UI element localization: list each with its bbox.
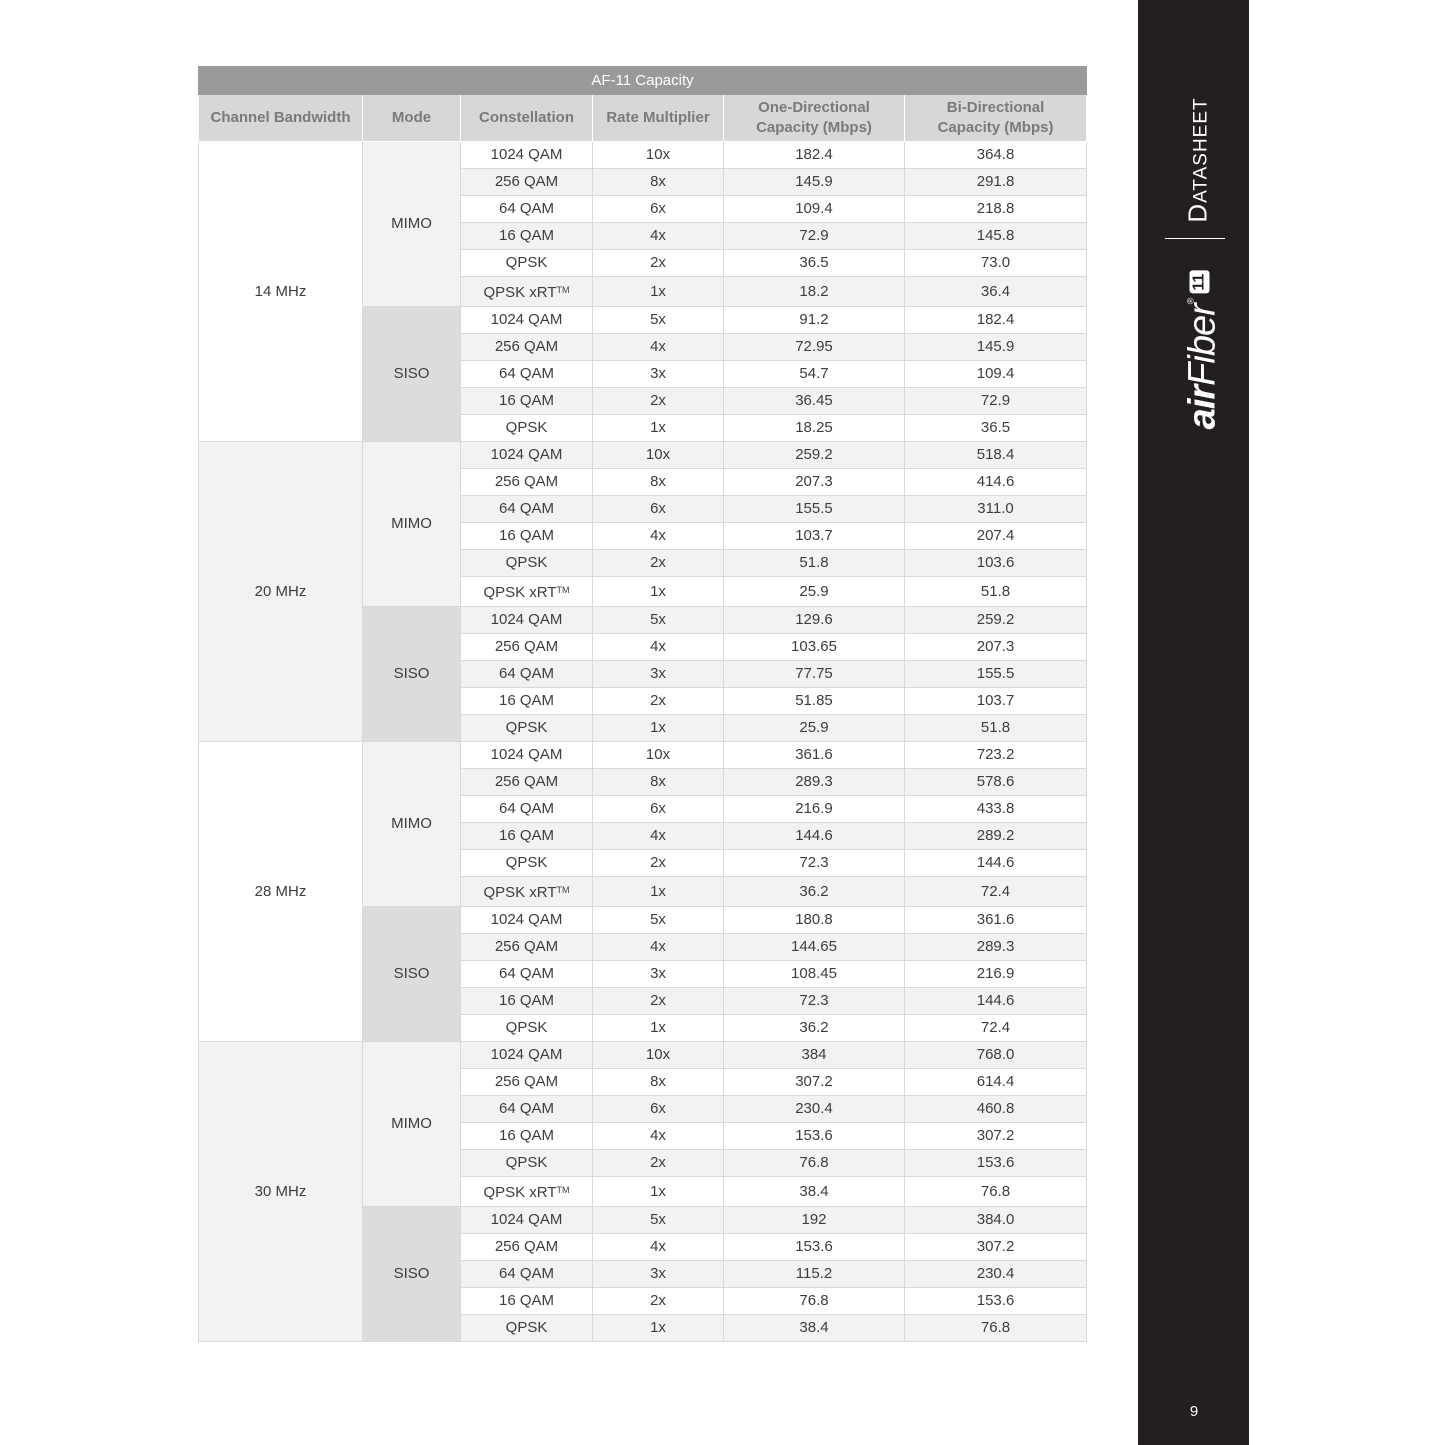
mode-cell: SISO (363, 307, 461, 442)
constellation-text: 1024 QAM (490, 311, 563, 328)
bi-directional-cell: 207.4 (905, 523, 1087, 550)
one-directional-cell: 38.4 (724, 1177, 905, 1207)
trademark-mark: TM (556, 285, 570, 295)
constellation-cell (461, 334, 593, 361)
constellation-cell (461, 688, 593, 715)
one-directional-cell: 155.5 (724, 496, 905, 523)
rate-multiplier-cell: 5x (593, 307, 724, 334)
header-bi-directional (905, 95, 1087, 142)
header-constellation: Constellation (461, 95, 593, 142)
trademark-mark: TM (556, 1185, 570, 1195)
one-directional-cell: 54.7 (724, 361, 905, 388)
constellation-text: 1024 QAM (490, 746, 563, 763)
header-one-directional (724, 95, 905, 142)
datasheet-label-rest: ATASHEET (1190, 97, 1212, 203)
constellation-cell (461, 142, 593, 169)
constellation-cell (461, 577, 593, 607)
bi-directional-cell: 76.8 (905, 1315, 1087, 1342)
constellation-text: 64 QAM (498, 800, 555, 817)
mode-cell: MIMO (363, 142, 461, 307)
constellation-text: 256 QAM (494, 773, 559, 790)
one-directional-cell: 115.2 (724, 1261, 905, 1288)
capacity-table (198, 66, 1087, 1342)
rate-multiplier-cell: 3x (593, 961, 724, 988)
logo-registered-mark: ® (1185, 297, 1196, 305)
table-body (199, 142, 1087, 1342)
rate-multiplier-cell: 1x (593, 277, 724, 307)
rate-multiplier-cell: 4x (593, 523, 724, 550)
one-directional-cell: 36.2 (724, 877, 905, 907)
constellation-cell (461, 1177, 593, 1207)
bi-directional-cell: 145.9 (905, 334, 1087, 361)
constellation-cell (461, 277, 593, 307)
one-directional-cell: 91.2 (724, 307, 905, 334)
bi-directional-cell: 307.2 (905, 1234, 1087, 1261)
rate-multiplier-cell: 4x (593, 823, 724, 850)
constellation-cell (461, 877, 593, 907)
constellation-text: 16 QAM (498, 692, 555, 709)
channel-bandwidth-cell: 28 MHz (199, 742, 363, 1042)
logo-model-badge: 11 (1190, 271, 1210, 294)
channel-bandwidth-cell: 30 MHz (199, 1042, 363, 1342)
constellation-cell (461, 1069, 593, 1096)
rate-multiplier-cell: 2x (593, 388, 724, 415)
bi-directional-cell: 364.8 (905, 142, 1087, 169)
one-directional-cell: 51.8 (724, 550, 905, 577)
rate-multiplier-cell: 8x (593, 769, 724, 796)
bi-directional-cell: 153.6 (905, 1288, 1087, 1315)
constellation-cell (461, 850, 593, 877)
constellation-text: 1024 QAM (490, 146, 563, 163)
rate-multiplier-cell: 2x (593, 250, 724, 277)
constellation-text: 1024 QAM (490, 1211, 563, 1228)
constellation-cell (461, 1096, 593, 1123)
bi-directional-cell: 72.9 (905, 388, 1087, 415)
bi-directional-cell: 155.5 (905, 661, 1087, 688)
constellation-cell (461, 769, 593, 796)
one-directional-cell: 103.7 (724, 523, 905, 550)
header-one-directional-line1: One-Directional (758, 99, 870, 116)
one-directional-cell: 153.6 (724, 1234, 905, 1261)
bi-directional-cell: 460.8 (905, 1096, 1087, 1123)
constellation-text: 16 QAM (498, 527, 555, 544)
one-directional-cell: 216.9 (724, 796, 905, 823)
one-directional-cell: 76.8 (724, 1150, 905, 1177)
constellation-text: 64 QAM (498, 500, 555, 517)
constellation-text: 256 QAM (494, 473, 559, 490)
page-number: 9 (1189, 1403, 1199, 1420)
table-title: AF-11 Capacity (199, 67, 1087, 95)
rate-multiplier-cell: 8x (593, 469, 724, 496)
rate-multiplier-cell: 3x (593, 1261, 724, 1288)
constellation-text: QPSK xRT (483, 1184, 557, 1201)
constellation-cell (461, 961, 593, 988)
one-directional-cell: 230.4 (724, 1096, 905, 1123)
rate-multiplier-cell: 3x (593, 361, 724, 388)
mode-cell: MIMO (363, 1042, 461, 1207)
constellation-text: QPSK xRT (483, 284, 557, 301)
logo-air: air (1181, 385, 1224, 430)
constellation-cell (461, 661, 593, 688)
rate-multiplier-cell: 2x (593, 1150, 724, 1177)
mode-cell: SISO (363, 1207, 461, 1342)
constellation-text: 16 QAM (498, 227, 555, 244)
one-directional-cell: 207.3 (724, 469, 905, 496)
one-directional-cell: 36.5 (724, 250, 905, 277)
constellation-text: 1024 QAM (490, 1046, 563, 1063)
header-one-directional-line2: Capacity (Mbps) (756, 119, 872, 136)
constellation-text: 16 QAM (498, 827, 555, 844)
bi-directional-cell: 103.6 (905, 550, 1087, 577)
bi-directional-cell: 145.8 (905, 223, 1087, 250)
constellation-cell (461, 1015, 593, 1042)
rate-multiplier-cell: 4x (593, 1123, 724, 1150)
constellation-cell (461, 307, 593, 334)
mode-cell: MIMO (363, 742, 461, 907)
one-directional-cell: 144.6 (724, 823, 905, 850)
constellation-text: 256 QAM (494, 1238, 559, 1255)
rate-multiplier-cell: 1x (593, 1177, 724, 1207)
constellation-text: 16 QAM (498, 1127, 555, 1144)
constellation-cell (461, 361, 593, 388)
mode-cell: MIMO (363, 442, 461, 607)
constellation-cell (461, 634, 593, 661)
rate-multiplier-cell: 1x (593, 1015, 724, 1042)
constellation-cell (461, 607, 593, 634)
bi-directional-cell: 259.2 (905, 607, 1087, 634)
constellation-text: 1024 QAM (490, 911, 563, 928)
constellation-text: QPSK (505, 254, 548, 271)
bi-directional-cell: 218.8 (905, 196, 1087, 223)
constellation-text: 64 QAM (498, 1265, 555, 1282)
logo-fiber: Fiber (1181, 304, 1224, 386)
rate-multiplier-cell: 10x (593, 1042, 724, 1069)
one-directional-cell: 182.4 (724, 142, 905, 169)
constellation-cell (461, 550, 593, 577)
sidebar-divider (1165, 238, 1225, 239)
bi-directional-cell: 311.0 (905, 496, 1087, 523)
one-directional-cell: 51.85 (724, 688, 905, 715)
bi-directional-cell: 72.4 (905, 877, 1087, 907)
constellation-cell (461, 1234, 593, 1261)
rate-multiplier-cell: 3x (593, 661, 724, 688)
rate-multiplier-cell: 2x (593, 688, 724, 715)
constellation-cell (461, 523, 593, 550)
channel-bandwidth-cell: 14 MHz (199, 142, 363, 442)
rate-multiplier-cell: 1x (593, 715, 724, 742)
rate-multiplier-cell: 5x (593, 607, 724, 634)
rate-multiplier-cell: 4x (593, 934, 724, 961)
one-directional-cell: 77.75 (724, 661, 905, 688)
constellation-text: 64 QAM (498, 965, 555, 982)
constellation-cell (461, 1042, 593, 1069)
rate-multiplier-cell: 1x (593, 415, 724, 442)
bi-directional-cell: 144.6 (905, 850, 1087, 877)
constellation-text: QPSK (505, 554, 548, 571)
one-directional-cell: 18.25 (724, 415, 905, 442)
one-directional-cell: 38.4 (724, 1315, 905, 1342)
bi-directional-cell: 153.6 (905, 1150, 1087, 1177)
one-directional-cell: 180.8 (724, 907, 905, 934)
bi-directional-cell: 36.5 (905, 415, 1087, 442)
constellation-cell (461, 196, 593, 223)
rate-multiplier-cell: 1x (593, 877, 724, 907)
one-directional-cell: 153.6 (724, 1123, 905, 1150)
header-bi-directional-line1: Bi-Directional (946, 99, 1045, 116)
constellation-text: QPSK (505, 1019, 548, 1036)
constellation-cell (461, 496, 593, 523)
one-directional-cell: 25.9 (724, 577, 905, 607)
rate-multiplier-cell: 4x (593, 334, 724, 361)
constellation-text: 64 QAM (498, 200, 555, 217)
one-directional-cell: 36.2 (724, 1015, 905, 1042)
one-directional-cell: 76.8 (724, 1288, 905, 1315)
constellation-text: 16 QAM (498, 992, 555, 1009)
constellation-text: 256 QAM (494, 338, 559, 355)
one-directional-cell: 108.45 (724, 961, 905, 988)
constellation-text: 1024 QAM (490, 446, 563, 463)
bi-directional-cell: 414.6 (905, 469, 1087, 496)
bi-directional-cell: 518.4 (905, 442, 1087, 469)
bi-directional-cell: 36.4 (905, 277, 1087, 307)
constellation-text: QPSK (505, 854, 548, 871)
bi-directional-cell: 614.4 (905, 1069, 1087, 1096)
table-row (199, 1042, 1087, 1069)
one-directional-cell: 109.4 (724, 196, 905, 223)
constellation-cell (461, 1261, 593, 1288)
bi-directional-cell: 384.0 (905, 1207, 1087, 1234)
constellation-text: 64 QAM (498, 365, 555, 382)
rate-multiplier-cell: 8x (593, 169, 724, 196)
one-directional-cell: 144.65 (724, 934, 905, 961)
rate-multiplier-cell: 10x (593, 742, 724, 769)
rate-multiplier-cell: 6x (593, 796, 724, 823)
channel-bandwidth-cell: 20 MHz (199, 442, 363, 742)
constellation-cell (461, 388, 593, 415)
constellation-text: 256 QAM (494, 173, 559, 190)
bi-directional-cell: 51.8 (905, 715, 1087, 742)
one-directional-cell: 289.3 (724, 769, 905, 796)
bi-directional-cell: 289.2 (905, 823, 1087, 850)
rate-multiplier-cell: 4x (593, 1234, 724, 1261)
table-row (199, 442, 1087, 469)
bi-directional-cell: 109.4 (905, 361, 1087, 388)
rate-multiplier-cell: 8x (593, 1069, 724, 1096)
rate-multiplier-cell: 2x (593, 988, 724, 1015)
constellation-text: 256 QAM (494, 1073, 559, 1090)
bi-directional-cell: 51.8 (905, 577, 1087, 607)
bi-directional-cell: 768.0 (905, 1042, 1087, 1069)
table-row (199, 742, 1087, 769)
constellation-cell (461, 1207, 593, 1234)
airfiber-logo (1182, 271, 1225, 430)
constellation-text: QPSK (505, 1319, 548, 1336)
bi-directional-cell: 723.2 (905, 742, 1087, 769)
rate-multiplier-cell: 2x (593, 550, 724, 577)
one-directional-cell: 103.65 (724, 634, 905, 661)
rate-multiplier-cell: 4x (593, 223, 724, 250)
bi-directional-cell: 361.6 (905, 907, 1087, 934)
one-directional-cell: 36.45 (724, 388, 905, 415)
constellation-text: 16 QAM (498, 392, 555, 409)
one-directional-cell: 259.2 (724, 442, 905, 469)
constellation-text: 64 QAM (498, 1100, 555, 1117)
bi-directional-cell: 182.4 (905, 307, 1087, 334)
one-directional-cell: 72.3 (724, 988, 905, 1015)
constellation-text: QPSK (505, 719, 548, 736)
constellation-text: 64 QAM (498, 665, 555, 682)
constellation-text: 16 QAM (498, 1292, 555, 1309)
constellation-cell (461, 715, 593, 742)
mode-cell: SISO (363, 907, 461, 1042)
constellation-cell (461, 988, 593, 1015)
rate-multiplier-cell: 10x (593, 142, 724, 169)
header-rate-multiplier: Rate Multiplier (593, 95, 724, 142)
constellation-text: 256 QAM (494, 938, 559, 955)
bi-directional-cell: 230.4 (905, 1261, 1087, 1288)
rate-multiplier-cell: 1x (593, 1315, 724, 1342)
constellation-cell (461, 907, 593, 934)
constellation-cell (461, 1315, 593, 1342)
constellation-cell (461, 469, 593, 496)
bi-directional-cell: 291.8 (905, 169, 1087, 196)
one-directional-cell: 145.9 (724, 169, 905, 196)
rate-multiplier-cell: 10x (593, 442, 724, 469)
rate-multiplier-cell: 2x (593, 1288, 724, 1315)
bi-directional-cell: 289.3 (905, 934, 1087, 961)
constellation-cell (461, 442, 593, 469)
trademark-mark: TM (556, 585, 570, 595)
one-directional-cell: 384 (724, 1042, 905, 1069)
constellation-cell (461, 796, 593, 823)
constellation-cell (461, 934, 593, 961)
bi-directional-cell: 207.3 (905, 634, 1087, 661)
constellation-text: QPSK (505, 1154, 548, 1171)
bi-directional-cell: 73.0 (905, 250, 1087, 277)
constellation-cell (461, 223, 593, 250)
bi-directional-cell: 578.6 (905, 769, 1087, 796)
rate-multiplier-cell: 6x (593, 496, 724, 523)
rate-multiplier-cell: 6x (593, 1096, 724, 1123)
constellation-cell (461, 415, 593, 442)
bi-directional-cell: 307.2 (905, 1123, 1087, 1150)
constellation-text: QPSK xRT (483, 884, 557, 901)
constellation-text: QPSK xRT (483, 584, 557, 601)
one-directional-cell: 72.95 (724, 334, 905, 361)
constellation-text: 1024 QAM (490, 611, 563, 628)
rate-multiplier-cell: 4x (593, 634, 724, 661)
bi-directional-cell: 103.7 (905, 688, 1087, 715)
bi-directional-cell: 216.9 (905, 961, 1087, 988)
datasheet-label (1183, 97, 1214, 222)
rate-multiplier-cell: 1x (593, 577, 724, 607)
one-directional-cell: 361.6 (724, 742, 905, 769)
mode-cell: SISO (363, 607, 461, 742)
one-directional-cell: 72.3 (724, 850, 905, 877)
one-directional-cell: 307.2 (724, 1069, 905, 1096)
one-directional-cell: 72.9 (724, 223, 905, 250)
rate-multiplier-cell: 5x (593, 1207, 724, 1234)
one-directional-cell: 25.9 (724, 715, 905, 742)
trademark-mark: TM (556, 885, 570, 895)
bi-directional-cell: 76.8 (905, 1177, 1087, 1207)
one-directional-cell: 18.2 (724, 277, 905, 307)
bi-directional-cell: 433.8 (905, 796, 1087, 823)
header-mode: Mode (363, 95, 461, 142)
bi-directional-cell: 72.4 (905, 1015, 1087, 1042)
header-channel-bandwidth: Channel Bandwidth (199, 95, 363, 142)
bi-directional-cell: 144.6 (905, 988, 1087, 1015)
rate-multiplier-cell: 5x (593, 907, 724, 934)
constellation-cell (461, 823, 593, 850)
rate-multiplier-cell: 6x (593, 196, 724, 223)
datasheet-label-initial: D (1182, 202, 1213, 223)
one-directional-cell: 129.6 (724, 607, 905, 634)
constellation-cell (461, 1150, 593, 1177)
rate-multiplier-cell: 2x (593, 850, 724, 877)
constellation-cell (461, 1288, 593, 1315)
constellation-cell (461, 250, 593, 277)
table-row (199, 142, 1087, 169)
constellation-text: QPSK (505, 419, 548, 436)
header-bi-directional-line2: Capacity (Mbps) (937, 119, 1054, 136)
constellation-cell (461, 1123, 593, 1150)
constellation-cell (461, 169, 593, 196)
constellation-cell (461, 742, 593, 769)
one-directional-cell: 192 (724, 1207, 905, 1234)
constellation-text: 256 QAM (494, 638, 559, 655)
